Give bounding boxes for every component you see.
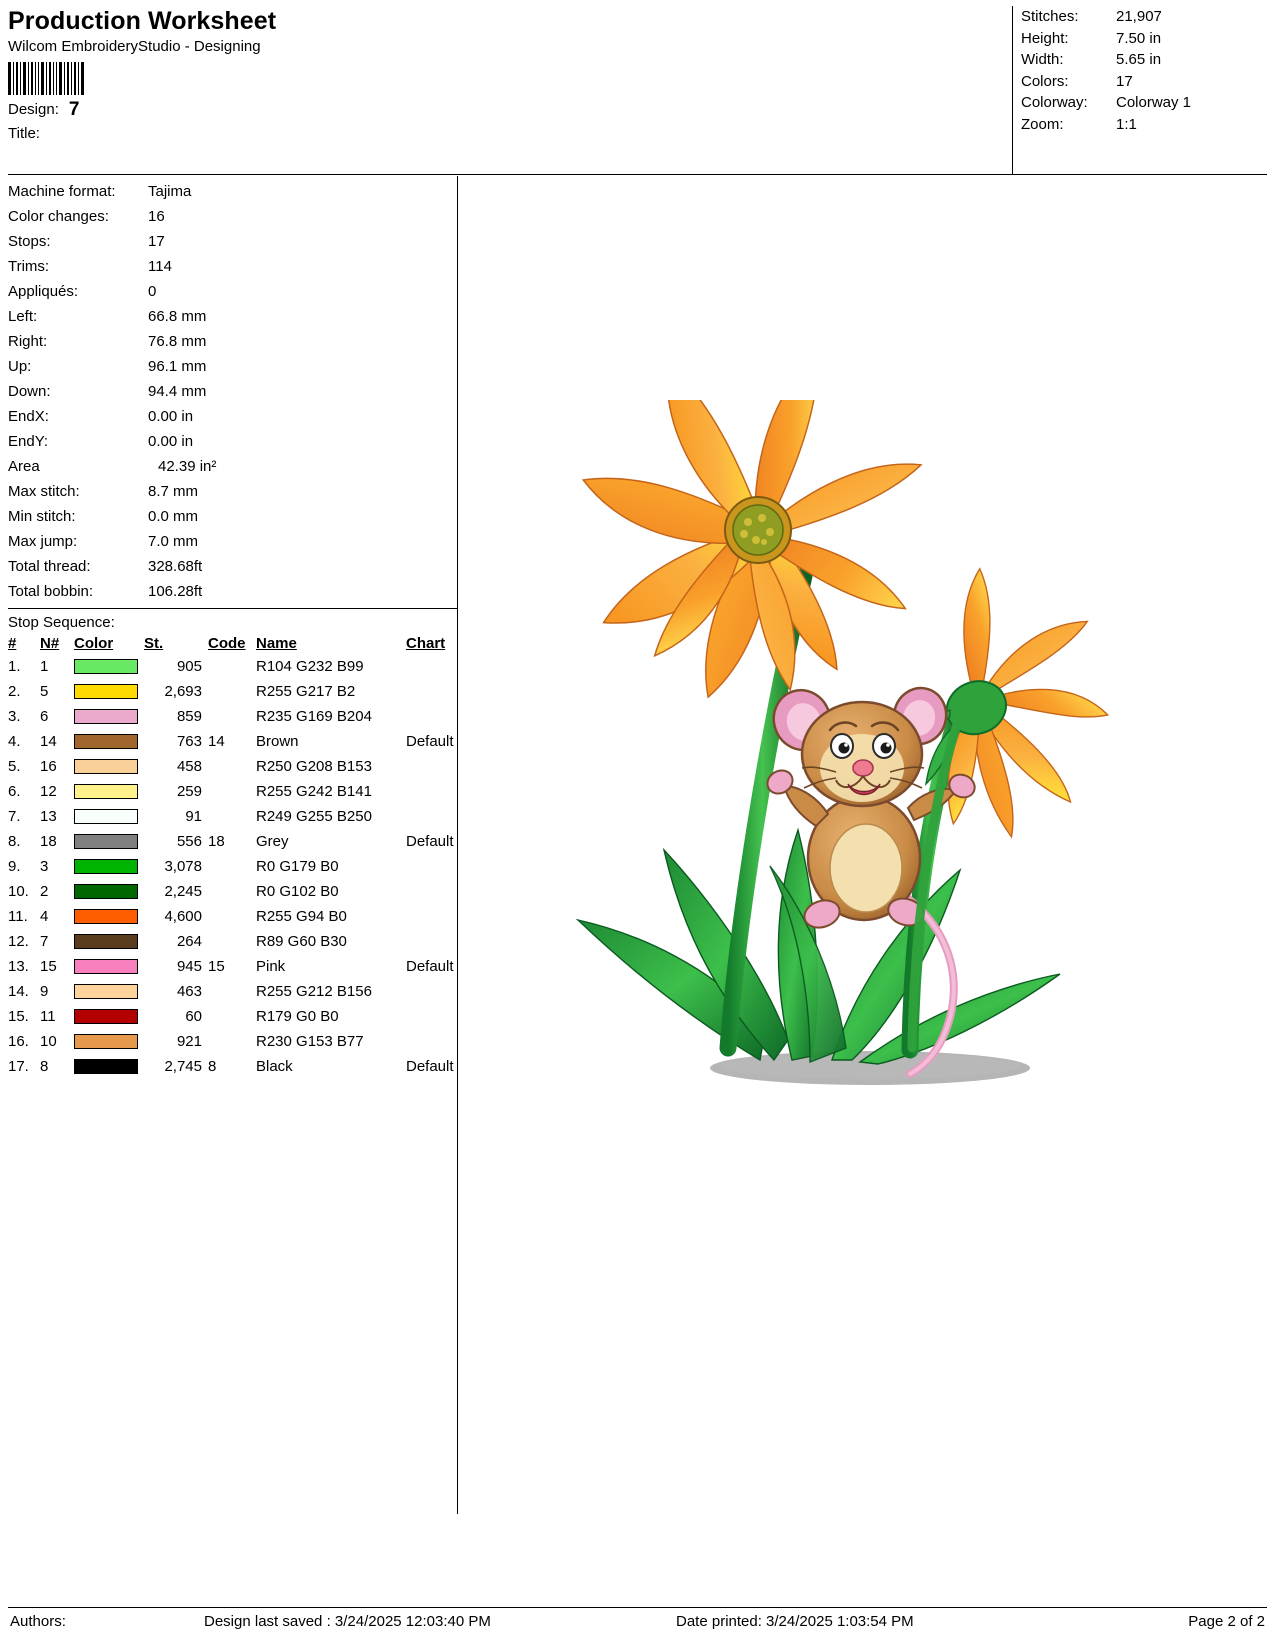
info-row-total-bobbin bbox=[8, 579, 457, 604]
info-value: 42.39 in² bbox=[158, 458, 217, 475]
cell-nnum: 5 bbox=[40, 683, 49, 700]
cell-num: 12. bbox=[8, 933, 29, 950]
info-key: Min stitch: bbox=[8, 508, 76, 525]
info-row-right bbox=[8, 329, 457, 354]
summary-key: Zoom: bbox=[1021, 115, 1064, 133]
cell-num: 4. bbox=[8, 733, 21, 750]
table-row bbox=[8, 879, 476, 904]
color-swatch bbox=[74, 884, 138, 899]
cell-code bbox=[208, 1004, 256, 1029]
cell-color bbox=[74, 704, 144, 729]
summary-key: Colors: bbox=[1021, 72, 1069, 90]
cell-nnum: 12 bbox=[40, 783, 57, 800]
cell-num: 16. bbox=[8, 1033, 29, 1050]
stop-sequence-heading: Stop Sequence: bbox=[8, 608, 457, 635]
table-row bbox=[8, 754, 476, 779]
table-row bbox=[8, 979, 476, 1004]
cell-color bbox=[74, 1054, 144, 1079]
cell-code bbox=[208, 1029, 256, 1054]
table-row bbox=[8, 829, 476, 854]
cell-code: 18 bbox=[208, 833, 225, 850]
info-value: 0.0 mm bbox=[148, 508, 199, 525]
page-title: Production Worksheet bbox=[8, 7, 277, 35]
cell-color bbox=[74, 1029, 144, 1054]
color-swatch bbox=[74, 1034, 138, 1049]
title-label: Title: bbox=[8, 125, 40, 142]
info-row-total-thread bbox=[8, 554, 457, 579]
info-key: Total thread: bbox=[8, 558, 91, 575]
color-swatch bbox=[74, 909, 138, 924]
info-value: 16 bbox=[148, 208, 165, 225]
info-row-color-changes bbox=[8, 204, 457, 229]
cell-stitches: 259 bbox=[176, 783, 202, 800]
summary-value: 21,907 bbox=[1116, 8, 1162, 25]
col-header-code: Code bbox=[208, 635, 246, 652]
info-value: 17 bbox=[148, 233, 165, 250]
info-value: 0.00 in bbox=[148, 408, 194, 425]
table-row bbox=[8, 854, 476, 879]
cell-num: 1. bbox=[8, 658, 21, 675]
cell-nnum: 6 bbox=[40, 708, 49, 725]
cell-nnum: 3 bbox=[40, 858, 49, 875]
cell-color bbox=[74, 679, 144, 704]
cell-num: 13. bbox=[8, 958, 29, 975]
cell-nnum: 13 bbox=[40, 808, 57, 825]
table-row bbox=[8, 804, 476, 829]
cell-color bbox=[74, 854, 144, 879]
info-value: 94.4 mm bbox=[148, 383, 207, 400]
color-swatch bbox=[74, 984, 138, 999]
cell-nnum: 1 bbox=[40, 658, 49, 675]
info-key: Down: bbox=[8, 383, 51, 400]
cell-chart bbox=[406, 679, 476, 704]
design-label: Design: bbox=[8, 101, 59, 118]
cell-color bbox=[74, 779, 144, 804]
info-row-max-stitch bbox=[8, 479, 457, 504]
info-value: 114 bbox=[148, 258, 172, 275]
footer-date-printed: Date printed: 3/24/2025 1:03:54 PM bbox=[676, 1613, 914, 1630]
cell-name: R255 G217 B2 bbox=[256, 683, 356, 700]
info-key: Up: bbox=[8, 358, 32, 375]
info-value: 96.1 mm bbox=[148, 358, 207, 375]
table-row bbox=[8, 704, 476, 729]
table-row bbox=[8, 679, 476, 704]
color-swatch bbox=[74, 959, 138, 974]
info-value: 0 bbox=[148, 283, 157, 300]
cell-stitches: 458 bbox=[176, 758, 202, 775]
cell-code bbox=[208, 854, 256, 879]
info-row-down bbox=[8, 379, 457, 404]
color-swatch bbox=[74, 684, 138, 699]
info-row-trims bbox=[8, 254, 457, 279]
summary-row-colorway bbox=[1021, 92, 1267, 114]
cell-color bbox=[74, 979, 144, 1004]
cell-chart bbox=[406, 1004, 476, 1029]
cell-chart bbox=[406, 854, 476, 879]
cell-nnum: 7 bbox=[40, 933, 49, 950]
header-left bbox=[8, 6, 1008, 142]
cell-color bbox=[74, 1004, 144, 1029]
cell-num: 10. bbox=[8, 883, 29, 900]
info-key: Trims: bbox=[8, 258, 50, 275]
cell-color bbox=[74, 954, 144, 979]
cell-num: 9. bbox=[8, 858, 21, 875]
cell-stitches: 91 bbox=[185, 808, 202, 825]
cell-chart: Default bbox=[406, 833, 454, 850]
info-row-machine-format bbox=[8, 179, 457, 204]
cell-chart: Default bbox=[406, 1058, 454, 1075]
cell-name: R249 G255 B250 bbox=[256, 808, 372, 825]
cell-code bbox=[208, 754, 256, 779]
cell-name: Brown bbox=[256, 733, 299, 750]
info-key: Right: bbox=[8, 333, 48, 350]
cell-num: 3. bbox=[8, 708, 21, 725]
color-swatch bbox=[74, 834, 138, 849]
cell-chart: Default bbox=[406, 958, 454, 975]
cell-chart bbox=[406, 804, 476, 829]
cell-stitches: 905 bbox=[176, 658, 202, 675]
cell-chart: Default bbox=[406, 733, 454, 750]
color-swatch bbox=[74, 784, 138, 799]
cell-code: 14 bbox=[208, 733, 225, 750]
info-key: Color changes: bbox=[8, 208, 109, 225]
info-row-min-stitch bbox=[8, 504, 457, 529]
info-value: 7.0 mm bbox=[148, 533, 199, 550]
cell-code bbox=[208, 804, 256, 829]
summary-key: Width: bbox=[1021, 51, 1064, 68]
cell-name: R0 G179 B0 bbox=[256, 858, 339, 875]
cell-num: 2. bbox=[8, 683, 21, 700]
cell-chart bbox=[406, 654, 476, 679]
info-row-left bbox=[8, 304, 457, 329]
cell-nnum: 9 bbox=[40, 983, 49, 1000]
col-header-st: St. bbox=[144, 635, 164, 652]
info-value: Tajima bbox=[148, 183, 192, 200]
cell-num: 8. bbox=[8, 833, 21, 850]
cell-color bbox=[74, 904, 144, 929]
table-row bbox=[8, 954, 476, 979]
cell-code bbox=[208, 704, 256, 729]
cell-name: R255 G94 B0 bbox=[256, 908, 347, 925]
info-key: Max stitch: bbox=[8, 483, 80, 500]
barcode-icon bbox=[8, 62, 86, 95]
cell-name: R255 G212 B156 bbox=[256, 983, 372, 1000]
info-row-max-jump bbox=[8, 529, 457, 554]
color-swatch bbox=[74, 709, 138, 724]
cell-stitches: 921 bbox=[176, 1033, 202, 1050]
col-header-nnum: N# bbox=[40, 635, 60, 652]
cell-name: R230 G153 B77 bbox=[256, 1033, 364, 1050]
table-row bbox=[8, 654, 476, 679]
cell-stitches: 4,600 bbox=[164, 908, 202, 925]
info-key: Area bbox=[8, 458, 40, 475]
cell-num: 14. bbox=[8, 983, 29, 1000]
info-key: Left: bbox=[8, 308, 38, 325]
info-row-endy bbox=[8, 429, 457, 454]
design-info-panel bbox=[8, 176, 458, 1079]
col-header-chart: Chart bbox=[406, 635, 446, 652]
cell-name: R0 G102 B0 bbox=[256, 883, 339, 900]
table-row bbox=[8, 1029, 476, 1054]
cell-color bbox=[74, 879, 144, 904]
cell-code bbox=[208, 904, 256, 929]
cell-stitches: 2,745 bbox=[164, 1058, 202, 1075]
cell-nnum: 15 bbox=[40, 958, 57, 975]
cell-color bbox=[74, 654, 144, 679]
summary-value: 1:1 bbox=[1116, 115, 1137, 133]
cell-stitches: 945 bbox=[176, 958, 202, 975]
cell-color bbox=[74, 929, 144, 954]
info-key: Stops: bbox=[8, 233, 51, 250]
app-subtitle: Wilcom EmbroideryStudio - Designing bbox=[8, 38, 261, 55]
cell-stitches: 2,245 bbox=[164, 883, 202, 900]
summary-row-width bbox=[1021, 49, 1267, 71]
info-row-endx bbox=[8, 404, 457, 429]
cell-name: R179 G0 B0 bbox=[256, 1008, 339, 1025]
cell-chart bbox=[406, 929, 476, 954]
summary-row-stitches bbox=[1021, 6, 1267, 28]
info-value: 76.8 mm bbox=[148, 333, 207, 350]
cell-nnum: 16 bbox=[40, 758, 57, 775]
cell-chart bbox=[406, 779, 476, 804]
color-swatch bbox=[74, 759, 138, 774]
cell-stitches: 60 bbox=[185, 1008, 202, 1025]
stop-sequence-table bbox=[8, 635, 476, 1079]
cell-chart bbox=[406, 1029, 476, 1054]
cell-nnum: 14 bbox=[40, 733, 57, 750]
summary-row-height bbox=[1021, 28, 1267, 50]
cell-code bbox=[208, 679, 256, 704]
info-key: Appliqués: bbox=[8, 283, 79, 300]
color-swatch bbox=[74, 659, 138, 674]
cell-nnum: 2 bbox=[40, 883, 49, 900]
cell-chart bbox=[406, 754, 476, 779]
cell-nnum: 8 bbox=[40, 1058, 49, 1075]
flower-large bbox=[581, 400, 921, 697]
cell-name: Black bbox=[256, 1058, 293, 1075]
table-row bbox=[8, 1054, 476, 1079]
cell-code: 15 bbox=[208, 958, 225, 975]
table-header-row bbox=[8, 635, 476, 654]
design-preview bbox=[560, 400, 1200, 1140]
footer-last-saved: Design last saved : 3/24/2025 12:03:40 PM bbox=[204, 1613, 491, 1630]
cell-num: 15. bbox=[8, 1008, 29, 1025]
cell-name: R89 G60 B30 bbox=[256, 933, 347, 950]
cell-num: 6. bbox=[8, 783, 21, 800]
cell-stitches: 3,078 bbox=[164, 858, 202, 875]
design-row bbox=[8, 99, 1008, 121]
footer-page-number: Page 2 of 2 bbox=[1188, 1613, 1265, 1630]
info-key: EndX: bbox=[8, 408, 49, 425]
cell-nnum: 18 bbox=[40, 833, 57, 850]
stop-sequence-body bbox=[8, 654, 476, 1079]
info-row-stops bbox=[8, 229, 457, 254]
summary-value: Colorway 1 bbox=[1116, 94, 1192, 111]
color-swatch bbox=[74, 1009, 138, 1024]
page-header bbox=[8, 6, 1267, 175]
design-value: 7 bbox=[68, 99, 80, 120]
cell-name: R235 G169 B204 bbox=[256, 708, 372, 725]
info-value: 0.00 in bbox=[148, 433, 194, 450]
info-row-up bbox=[8, 354, 457, 379]
summary-row-colors bbox=[1021, 71, 1267, 93]
cell-name: Grey bbox=[256, 833, 289, 850]
col-header-name: Name bbox=[256, 635, 297, 652]
cell-name: R250 G208 B153 bbox=[256, 758, 372, 775]
cell-code bbox=[208, 779, 256, 804]
cell-stitches: 763 bbox=[176, 733, 202, 750]
info-value: 328.68ft bbox=[148, 558, 203, 575]
cell-num: 5. bbox=[8, 758, 21, 775]
table-row bbox=[8, 1004, 476, 1029]
info-key: Max jump: bbox=[8, 533, 78, 550]
summary-value: 17 bbox=[1116, 72, 1133, 90]
summary-key: Stitches: bbox=[1021, 8, 1079, 25]
color-swatch bbox=[74, 734, 138, 749]
summary-key: Colorway: bbox=[1021, 94, 1088, 111]
info-value: 66.8 mm bbox=[148, 308, 207, 325]
col-header-color: Color bbox=[74, 635, 114, 652]
cell-color bbox=[74, 754, 144, 779]
page-footer bbox=[8, 1607, 1267, 1634]
cell-stitches: 2,693 bbox=[164, 683, 202, 700]
cell-code bbox=[208, 879, 256, 904]
summary-value: 7.50 in bbox=[1116, 29, 1162, 47]
color-swatch bbox=[74, 859, 138, 874]
cell-stitches: 556 bbox=[176, 833, 202, 850]
summary-key: Height: bbox=[1021, 29, 1069, 47]
cell-color bbox=[74, 829, 144, 854]
cell-nnum: 4 bbox=[40, 908, 49, 925]
cell-stitches: 264 bbox=[176, 933, 202, 950]
info-key: EndY: bbox=[8, 433, 49, 450]
info-row-area bbox=[8, 454, 457, 479]
cell-name: Pink bbox=[256, 958, 286, 975]
color-swatch bbox=[74, 809, 138, 824]
cell-color bbox=[74, 729, 144, 754]
title-row bbox=[8, 125, 1008, 142]
table-row bbox=[8, 904, 476, 929]
design-summary bbox=[1012, 6, 1267, 174]
info-key: Machine format: bbox=[8, 183, 116, 200]
cell-code bbox=[208, 979, 256, 1004]
cell-code bbox=[208, 654, 256, 679]
summary-value: 5.65 in bbox=[1116, 51, 1162, 68]
cell-num: 17. bbox=[8, 1058, 29, 1075]
cell-stitches: 463 bbox=[176, 983, 202, 1000]
color-swatch bbox=[74, 934, 138, 949]
cell-code bbox=[208, 929, 256, 954]
cell-chart bbox=[406, 704, 476, 729]
cell-chart bbox=[406, 879, 476, 904]
cell-code: 8 bbox=[208, 1058, 217, 1075]
cell-color bbox=[74, 804, 144, 829]
footer-authors: Authors: bbox=[10, 1613, 66, 1630]
col-header-num: # bbox=[8, 635, 17, 652]
cell-nnum: 11 bbox=[40, 1008, 56, 1025]
cell-num: 11. bbox=[8, 908, 28, 925]
summary-row-zoom bbox=[1021, 114, 1267, 136]
cell-chart bbox=[406, 979, 476, 1004]
cell-name: R104 G232 B99 bbox=[256, 658, 364, 675]
table-row bbox=[8, 779, 476, 804]
table-row bbox=[8, 929, 476, 954]
cell-chart bbox=[406, 904, 476, 929]
cell-name: R255 G242 B141 bbox=[256, 783, 372, 800]
info-row-appliques bbox=[8, 279, 457, 304]
table-row bbox=[8, 729, 476, 754]
cell-num: 7. bbox=[8, 808, 21, 825]
info-value: 8.7 mm bbox=[148, 483, 199, 500]
info-value: 106.28ft bbox=[148, 583, 203, 600]
cell-nnum: 10 bbox=[40, 1033, 57, 1050]
color-swatch bbox=[74, 1059, 138, 1074]
info-key: Total bobbin: bbox=[8, 583, 94, 600]
cell-stitches: 859 bbox=[176, 708, 202, 725]
